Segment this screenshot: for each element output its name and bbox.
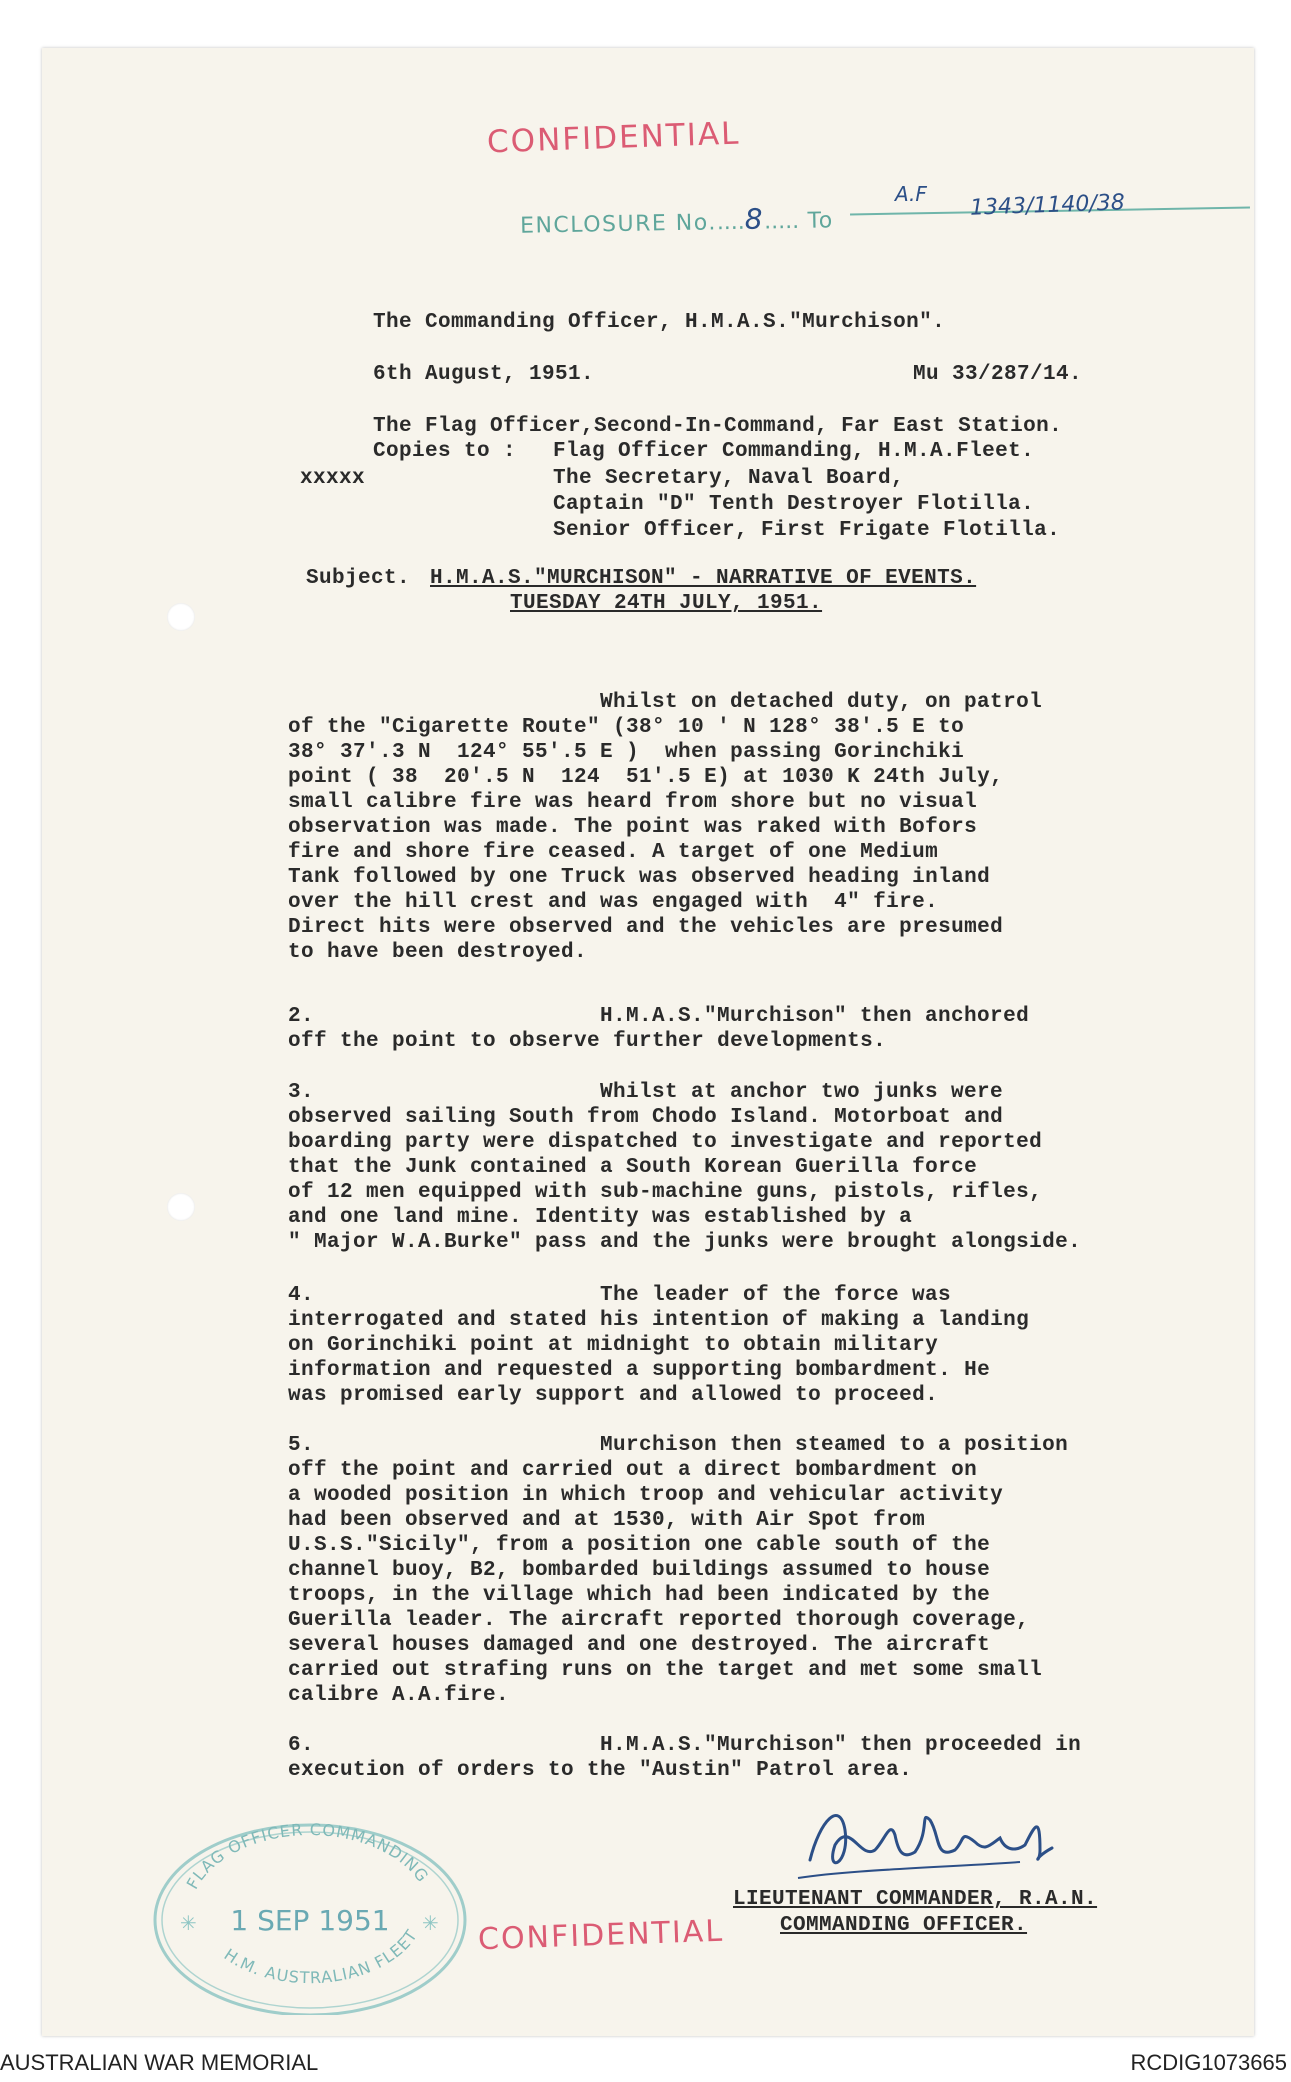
paragraph-line: a wooded position in which troop and vehicular activity bbox=[288, 1484, 1004, 1507]
paragraph-line: off the point to observe further developments. bbox=[288, 1030, 887, 1053]
paragraph-line: of the "Cigarette Route" (38° 10 ' N 128° 38'.5 E to bbox=[288, 716, 965, 739]
to-line: The Flag Officer,Second-In-Command, Far East Station. bbox=[373, 415, 1063, 438]
paragraph-line: several houses damaged and one destroyed. The aircraft bbox=[288, 1634, 991, 1657]
file-ref-prefix: A.F bbox=[895, 182, 927, 206]
paragraph-line: small calibre fire was heard from shore but no visual bbox=[288, 791, 978, 814]
paragraph-line: 38° 37'.3 N 124° 55'.5 E ) when passing Gorinchiki bbox=[288, 741, 965, 764]
paragraph-line: Guerilla leader. The aircraft reported thorough coverage, bbox=[288, 1609, 1030, 1632]
stamp-bottom-text: H.M. AUSTRALIAN FLEET bbox=[220, 1925, 422, 1988]
from-line: The Commanding Officer, H.M.A.S."Murchison". bbox=[373, 311, 946, 334]
confidential-stamp-top: CONFIDENTIAL bbox=[486, 115, 741, 161]
paragraph-line: was promised early support and allowed to proceed. bbox=[288, 1384, 939, 1407]
footer-id: RCDIG1073665 bbox=[1130, 2050, 1287, 2075]
paragraph-line: observation was made. The point was raked with Bofors bbox=[288, 816, 978, 839]
copies-label: Copies to : bbox=[373, 440, 517, 463]
paragraph-line: boarding party were dispatched to investigate and reported bbox=[288, 1131, 1043, 1154]
stamp-top-text: FLAG OFFICER COMMANDING bbox=[182, 1819, 433, 1893]
punch-hole bbox=[167, 603, 195, 631]
paragraph-line: Whilst on detached duty, on patrol bbox=[600, 691, 1043, 714]
paragraph-line: off the point and carried out a direct bombardment on bbox=[288, 1459, 978, 1482]
paragraph-line: had been observed and at 1530, with Air Spot from bbox=[288, 1509, 926, 1532]
paragraph-line: troops, in the village which had been indicated by the bbox=[288, 1584, 991, 1607]
subject-label: Subject. bbox=[306, 567, 411, 590]
paragraph-line: point ( 38 20'.5 N 124 51'.5 E) at 1030 K 24th July, bbox=[288, 766, 1004, 789]
paragraph-line: The leader of the force was bbox=[600, 1284, 952, 1307]
punch-hole bbox=[167, 1193, 195, 1221]
enclosure-label: ENCLOSURE No. bbox=[519, 210, 718, 239]
confidential-stamp-bottom: CONFIDENTIAL bbox=[477, 1913, 725, 1958]
paragraph-line: H.M.A.S."Murchison" then anchored bbox=[600, 1005, 1030, 1028]
paragraph-line: " Major W.A.Burke" pass and the junks were brought alongside. bbox=[288, 1231, 1082, 1254]
enclosure-stamp: ENCLOSURE No.....8..... To bbox=[519, 202, 834, 239]
paragraph-line: interrogated and stated his intention of making a landing bbox=[288, 1309, 1030, 1332]
signature bbox=[790, 1790, 1080, 1900]
signatory-rank: LIEUTENANT COMMANDER, R.A.N. bbox=[733, 1888, 1098, 1911]
paragraph-line: of 12 men equipped with sub-machine guns, pistols, rifles, bbox=[288, 1181, 1043, 1204]
letter-reference: Mu 33/287/14. bbox=[913, 363, 1083, 386]
footer-source: AUSTRALIAN WAR MEMORIAL bbox=[0, 2050, 319, 2075]
subject-line-2: TUESDAY 24TH JULY, 1951. bbox=[510, 592, 823, 615]
paragraph-line: Direct hits were observed and the vehicles are presumed bbox=[288, 916, 1004, 939]
file-reference: 1343/1140/38 bbox=[969, 190, 1126, 221]
copies-recipient: The Secretary, Naval Board, bbox=[553, 467, 905, 490]
paragraph-line: information and requested a supporting bombardment. He bbox=[288, 1359, 991, 1382]
paragraph-line: Tank followed by one Truck was observed heading inland bbox=[288, 866, 991, 889]
enclosure-to: To bbox=[807, 208, 834, 234]
paragraph-line: execution of orders to the "Austin" Patrol area. bbox=[288, 1759, 913, 1782]
paragraph-line: U.S.S."Sicily", from a position one cable south of the bbox=[288, 1534, 991, 1557]
paragraph-line: calibre A.A.fire. bbox=[288, 1684, 510, 1707]
paragraph-line: observed sailing South from Chodo Island. Motorboat and bbox=[288, 1106, 1004, 1129]
paragraph-line: carried out strafing runs on the target and met some small bbox=[288, 1659, 1043, 1682]
paragraph-number: 5. bbox=[288, 1434, 315, 1457]
paragraph-number: 6. bbox=[288, 1734, 315, 1757]
paragraph-number: 4. bbox=[288, 1284, 315, 1307]
signatory-title: COMMANDING OFFICER. bbox=[780, 1914, 1028, 1937]
stamp-star-icon: ✳ bbox=[422, 1911, 439, 1935]
paragraph-line: and one land mine. Identity was established by a bbox=[288, 1206, 913, 1229]
enclosure-number: 8 bbox=[744, 202, 765, 236]
paragraph-number: 2. bbox=[288, 1005, 315, 1028]
copies-recipient: Captain "D" Tenth Destroyer Flotilla. bbox=[553, 493, 1035, 516]
copies-strikeout: xxxxx bbox=[300, 467, 366, 490]
paragraph-line: over the hill crest and was engaged with 4" fire. bbox=[288, 891, 939, 914]
paragraph-number: 3. bbox=[288, 1081, 315, 1104]
svg-text:FLAG OFFICER COMMANDING bbox=[183, 1820, 433, 1893]
paragraph-line: on Gorinchiki point at midnight to obtain military bbox=[288, 1334, 939, 1357]
copies-first: Flag Officer Commanding, H.M.A.Fleet. bbox=[553, 440, 1035, 463]
subject-line-1: H.M.A.S."MURCHISON" - NARRATIVE OF EVENTS. bbox=[430, 567, 977, 590]
paragraph-line: H.M.A.S."Murchison" then proceeded in bbox=[600, 1734, 1082, 1757]
stamp-star-icon: ✳ bbox=[180, 1911, 197, 1935]
date-stamp bbox=[150, 1815, 470, 2015]
paragraph-line: fire and shore fire ceased. A target of one Medium bbox=[288, 841, 939, 864]
copies-recipient: Senior Officer, First Frigate Flotilla. bbox=[553, 519, 1061, 542]
paragraph-line: that the Junk contained a South Korean Guerilla force bbox=[288, 1156, 978, 1179]
paragraph-line: channel buoy, B2, bombarded buildings assumed to house bbox=[288, 1559, 991, 1582]
paragraph-line: Whilst at anchor two junks were bbox=[600, 1081, 1004, 1104]
stamp-date: 1 SEP 1951 bbox=[230, 1904, 390, 1937]
paragraph-line: Murchison then steamed to a position bbox=[600, 1434, 1069, 1457]
letter-date: 6th August, 1951. bbox=[373, 363, 595, 386]
paragraph-line: to have been destroyed. bbox=[288, 941, 588, 964]
